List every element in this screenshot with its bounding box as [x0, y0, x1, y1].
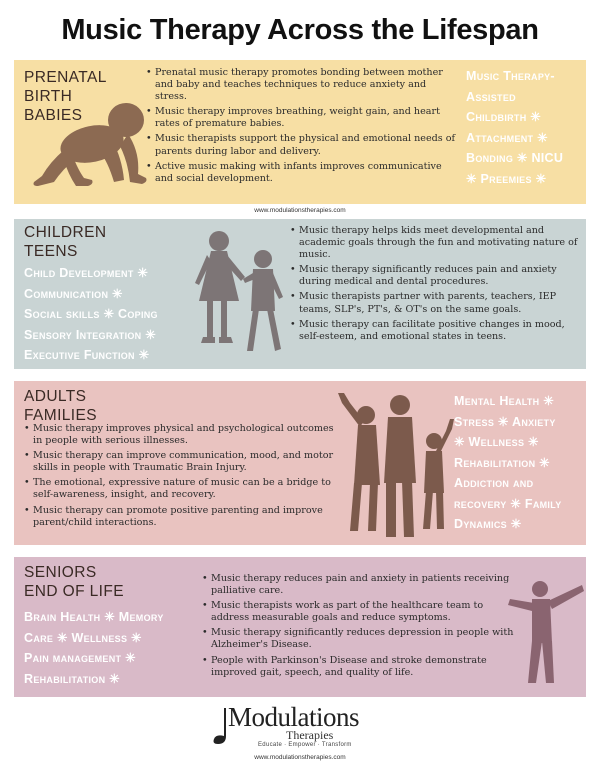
website-url: www.modulationstherapies.com	[254, 207, 346, 214]
logo-tagline: Educate · Empower · Transform	[258, 742, 352, 748]
list-item: • Music therapy can facilitate positive changes in mood, self-esteem, and emotional states in teens.	[290, 319, 580, 343]
page-title: Music Therapy Across the Lifespan	[61, 14, 539, 46]
list-item: • Music therapy reduces pain and anxiety in patients receiving palliative care.	[202, 573, 514, 597]
section-adults	[14, 381, 586, 545]
list-item: • Music therapy significantly reduces depression in people with Alzheimer's Disease.	[202, 627, 514, 651]
crawling-baby-silhouette	[28, 100, 158, 192]
list-item: • Active music making with infants improves communicative and social development.	[146, 161, 458, 185]
section-heading: PRENATAL BIRTH BABIES	[24, 69, 107, 124]
list-item: • Music therapy improves physical and psychological outcomes in people with serious illnesses.	[24, 423, 336, 447]
section-heading: SENIORS END OF LIFE	[24, 564, 124, 600]
list-item: • Prenatal music therapy promotes bonding between mother and baby and teaches techniques to reduce anxiety and stress.	[146, 67, 458, 103]
section-heading: ADULTS FAMILIES	[24, 388, 97, 424]
bullet-list	[202, 573, 514, 682]
modulations-logo	[200, 702, 400, 750]
bullet-list	[146, 67, 458, 188]
two-children-silhouette	[189, 229, 289, 361]
bullet-list	[290, 225, 580, 346]
section-heading: CHILDREN TEENS	[24, 224, 107, 260]
keyword-tags: Music Therapy- Assisted Childbirth ✳ Attachment ✳ Bonding ✳ NICU ✳ Preemies ✳	[466, 69, 564, 186]
list-item: • Music therapy improves breathing, weight gain, and heart rates of premature babies.	[146, 106, 458, 130]
list-item: • Music therapy significantly reduces pain and anxiety during medical and dental procedures.	[290, 264, 580, 288]
section-children	[14, 219, 586, 369]
list-item: • Music therapists partner with parents, teachers, IEP teams, SLP's, PT's, & OT's on the same goals.	[290, 291, 580, 315]
keyword-tags: Brain Health ✳ Memory Care ✳ Wellness ✳ Pain management ✳ Rehabilitation ✳	[24, 610, 164, 686]
logo-sub: Therapies	[286, 728, 334, 742]
list-item: • Music therapy helps kids meet developmental and academic goals through the fun and motivating nature of music.	[290, 225, 580, 261]
list-item: • Music therapy can promote positive parenting and improve parent/child interactions.	[24, 505, 336, 529]
section-seniors	[14, 557, 586, 697]
family-silhouette	[336, 389, 456, 541]
list-item: • Music therapy can improve communication, mood, and motor skills in people with Traumatic Brain Injury.	[24, 450, 336, 474]
keyword-tags: Child Development ✳ Communication ✳ Social skills ✳ Coping Sensory Integration ✳ Executive Function ✳	[24, 266, 158, 362]
keyword-tags: Mental Health ✳ Stress ✳ Anxiety ✳ Wellness ✳ Rehabilitation ✳ Addiction and recovery ✳ Family Dynamics ✳	[454, 394, 562, 531]
logo-name: Modulations	[228, 702, 360, 732]
bullet-list	[24, 423, 336, 532]
list-item: • Music therapists work as part of the healthcare team to address measurable goals and reduce symptoms.	[202, 600, 514, 624]
list-item: • The emotional, expressive nature of music can be a bridge to self-awareness, insight, and recovery.	[24, 477, 336, 501]
footer-url: www.modulationstherapies.com	[254, 754, 346, 761]
list-item: • People with Parkinson's Disease and stroke demonstrate improved gait, speech, and quality of life.	[202, 655, 514, 679]
dancing-senior-silhouette	[506, 571, 586, 689]
section-prenatal	[14, 60, 586, 204]
list-item: • Music therapists support the physical and emotional needs of parents during labor and delivery.	[146, 133, 458, 157]
